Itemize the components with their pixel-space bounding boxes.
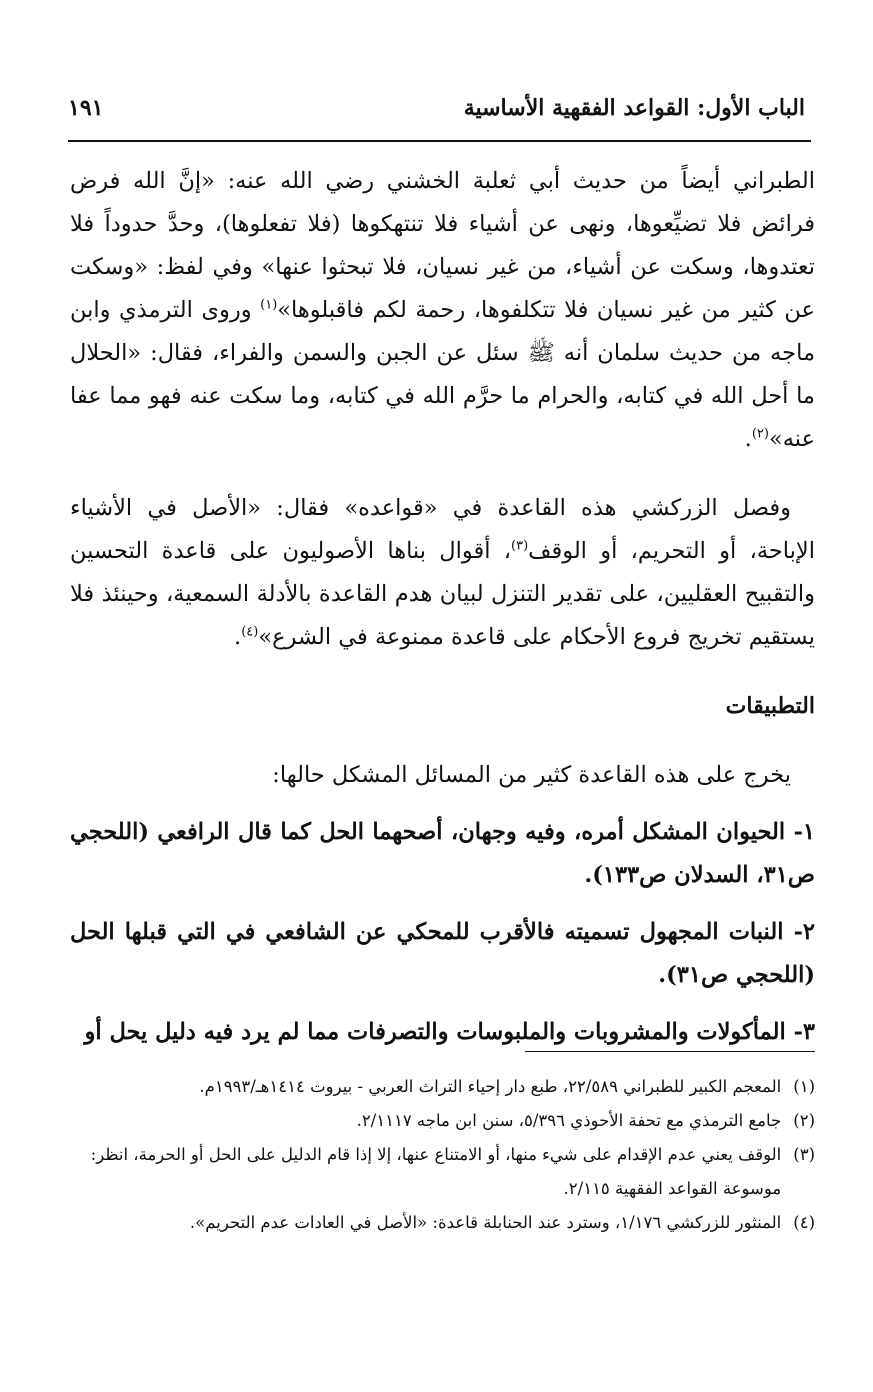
footnote-divider <box>525 1051 815 1052</box>
footnote-number: (١) <box>793 1077 815 1096</box>
footnote-number: (٤) <box>793 1213 815 1232</box>
list-item <box>70 1011 815 1054</box>
footnote-text: الوقف يعني عدم الإقدام على شيء منها، أو الامتناع عنها، إلا إذا قام الدليل على الحل أو الحرمة، انظر: موسوعة القواعد الفقهية ٢/١١٥. <box>90 1145 782 1198</box>
footnote-text: المنثور للزركشي ١/١٧٦، وسترد عند الحنابلة قاعدة: «الأصل في العادات عدم التحريم». <box>189 1213 782 1232</box>
list-item <box>70 911 815 997</box>
footnote-ref[interactable]: (٣) <box>511 538 529 554</box>
list-item-number: ٢- <box>793 919 815 945</box>
page-number: ١٩١ <box>68 95 104 121</box>
paragraph-text: وروى الترمذي وابن ماجه من حديث سلمان أنه ﷺ سئل عن الجبن والسمن والفراء، فقال: «الحلال ما أحل الله في كتابه، والحرام ما حرَّم الله في كتابه، وما سكت عنه فهو مما عفا عنه» <box>70 297 815 452</box>
footnotes <box>70 1070 815 1240</box>
paragraph-text: . <box>234 624 242 650</box>
footnote <box>70 1104 815 1138</box>
footnote-text: جامع الترمذي مع تحفة الأحوذي ٥/٣٩٦، سنن ابن ماجه ٢/١١١٧. <box>356 1111 782 1130</box>
footnote-ref[interactable]: (٢) <box>751 426 769 442</box>
applications-intro: يخرج على هذه القاعدة كثير من المسائل المشكل حالها: <box>272 762 791 788</box>
running-header <box>68 95 805 135</box>
list-item-number: ١- <box>793 819 815 845</box>
paragraph-text: ، أقوال بناها الأصوليون على قاعدة التحسين والتقبيح العقليين، على تقدير التنزل لبيان هدم القاعدة بالأدلة السمعية، وحينئذ فلا يستقيم تخريج فروع الأحكام على قاعدة ممنوعة في الشرع» <box>70 538 815 650</box>
footnote <box>70 1070 815 1104</box>
paragraph <box>70 487 815 659</box>
list-item-text: الحيوان المشكل أمره، وفيه وجهان، أصحهما الحل كما قال الرافعي (اللحجي ص٣١، السدلان ص١٣٣). <box>70 819 815 888</box>
footnote-text: المعجم الكبير للطبراني ٢٢/٥٨٩، طبع دار إحياء التراث العربي - بيروت ١٤١٤هـ/١٩٩٣م. <box>199 1077 782 1096</box>
footnote <box>70 1206 815 1240</box>
footnote-ref[interactable]: (٤) <box>241 624 259 640</box>
footnote-number: (٢) <box>793 1111 815 1130</box>
header-divider <box>68 140 811 142</box>
list-item-text: النبات المجهول تسميته فالأقرب للمحكي عن الشافعي في التي قبلها الحل (اللحجي ص٣١). <box>70 919 815 988</box>
footnote-ref[interactable]: (١) <box>260 297 278 313</box>
list-item-text: المأكولات والمشروبات والملبوسات والتصرفات مما لم يرد فيه دليل يحل أو <box>84 1019 786 1045</box>
list-item <box>70 811 815 897</box>
main-text <box>70 160 815 1054</box>
list-item-number: ٣- <box>793 1019 815 1045</box>
footnote-number: (٣) <box>793 1145 815 1164</box>
paragraph-text: . <box>744 426 752 452</box>
footnote <box>70 1138 815 1206</box>
paragraph-text: الطبراني أيضاً من حديث أبي ثعلبة الخشني رضي الله عنه: «إنَّ الله فرض فرائض فلا تضيِّعوها، ونهى عن أشياء فلا تنتهكوها (فلا تفعلوها)، وحدَّ حدوداً فلا تعتدوها، وسكت عن أشياء، من غير نسيان، فلا تبحثوا عنها» وفي لفظ: «وسكت عن كثير من غير نسيان فلا تتكلفوها، رحمة لكم فاقبلوها» <box>70 168 815 323</box>
chapter-title: الباب الأول: القواعد الفقهية الأساسية <box>463 95 805 121</box>
paragraph-text: وفصل الزركشي هذه القاعدة في «قواعده» فقال: «الأصل في الأشياء الإباحة، أو التحريم، أو الوقف <box>70 495 816 564</box>
section-heading: التطبيقات <box>725 693 815 719</box>
paragraph <box>70 160 815 461</box>
